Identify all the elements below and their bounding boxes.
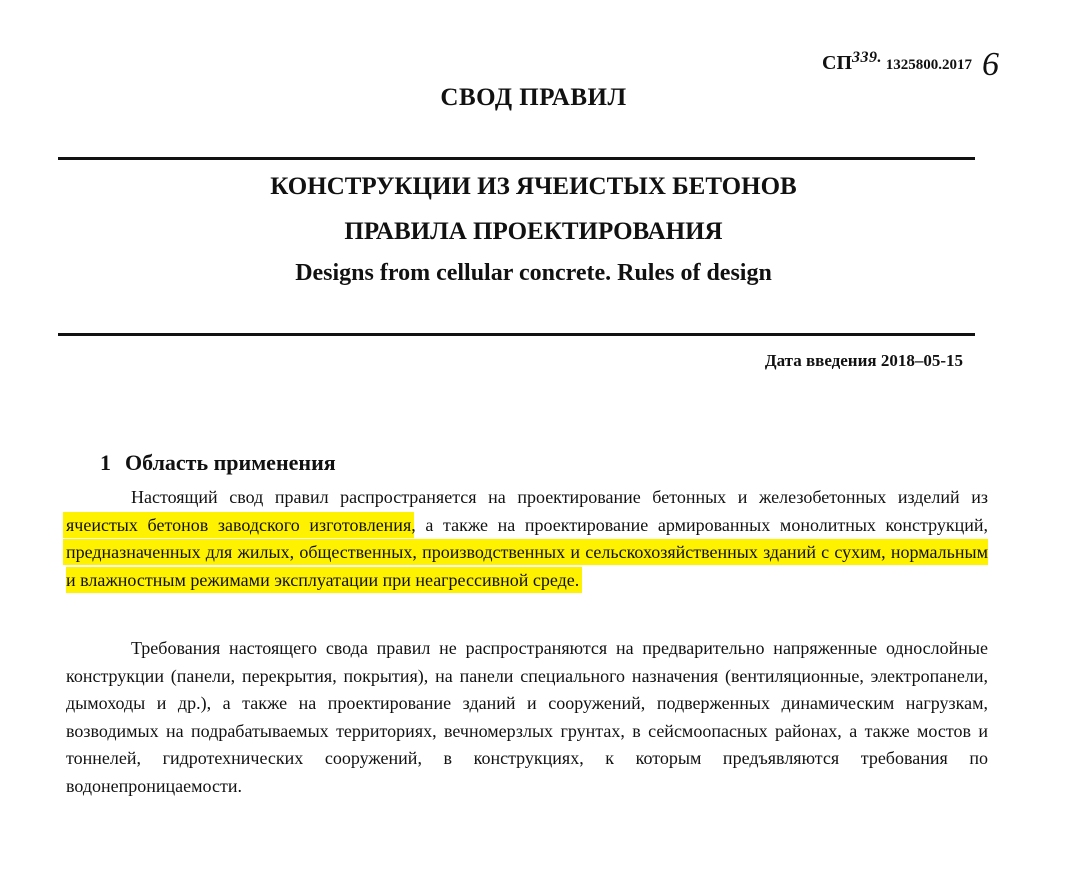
section-heading (100, 450, 336, 476)
top-divider (58, 157, 975, 160)
introduction-date: Дата введения 2018–05-15 (764, 351, 963, 370)
handwritten-page-number: 6 (982, 46, 999, 83)
section-title: Область применения (125, 450, 336, 475)
document-code (822, 40, 999, 83)
doc-code-value: 1325800.2017 (882, 57, 972, 73)
subtitle-english: Designs from cellular concrete. Rules of design (295, 260, 772, 286)
subtitle-line-2: ПРАВИЛА ПРОЕКТИРОВАНИЯ (344, 218, 723, 245)
highlighted-text: ячеистых бетонов заводского изготовления (66, 514, 412, 535)
bottom-divider (58, 333, 975, 336)
doc-code-number: 339. (852, 49, 882, 66)
paragraph-text: , а также на проектирование армированных монолитных конструкций, (411, 514, 989, 535)
paragraph-exclusions: Требования настоящего свода правил не распространяются на предварительно напряженные однослойные конструкции (панели, перекрытия, покрытия), на панели специального назначения (вентиляционные, электропанели, дымоходы и др.), а также на проектирование зданий и сооружений, подверженных динамическим нагрузкам, возводимых на подрабатываемых территориях, вечномерзлых грунтах, в сейсмоопасных районах, а также мостов и тоннелей, гидротехнических сооружений, в конструкциях, к которым предъявляются требования по водонепроницаемости. (66, 638, 988, 796)
page-title: СВОД ПРАВИЛ (440, 84, 627, 111)
doc-code-prefix: СП (822, 52, 852, 74)
paragraph-scope (66, 484, 988, 594)
subtitle-line-1: КОНСТРУКЦИИ ИЗ ЯЧЕИСТЫХ БЕТОНОВ (270, 173, 797, 200)
paragraph-text: Настоящий свод правил распространяется на проектирование бетонных и железобетонных изделий из (131, 487, 988, 507)
highlighted-text: предназначенных для жилых, общественных, производственных и сельскохозяйственных зданий с сухим, нормальным и влажностным режимами эксплуатации при неагрессивной среде. (66, 542, 988, 590)
section-number: 1 (100, 450, 111, 475)
